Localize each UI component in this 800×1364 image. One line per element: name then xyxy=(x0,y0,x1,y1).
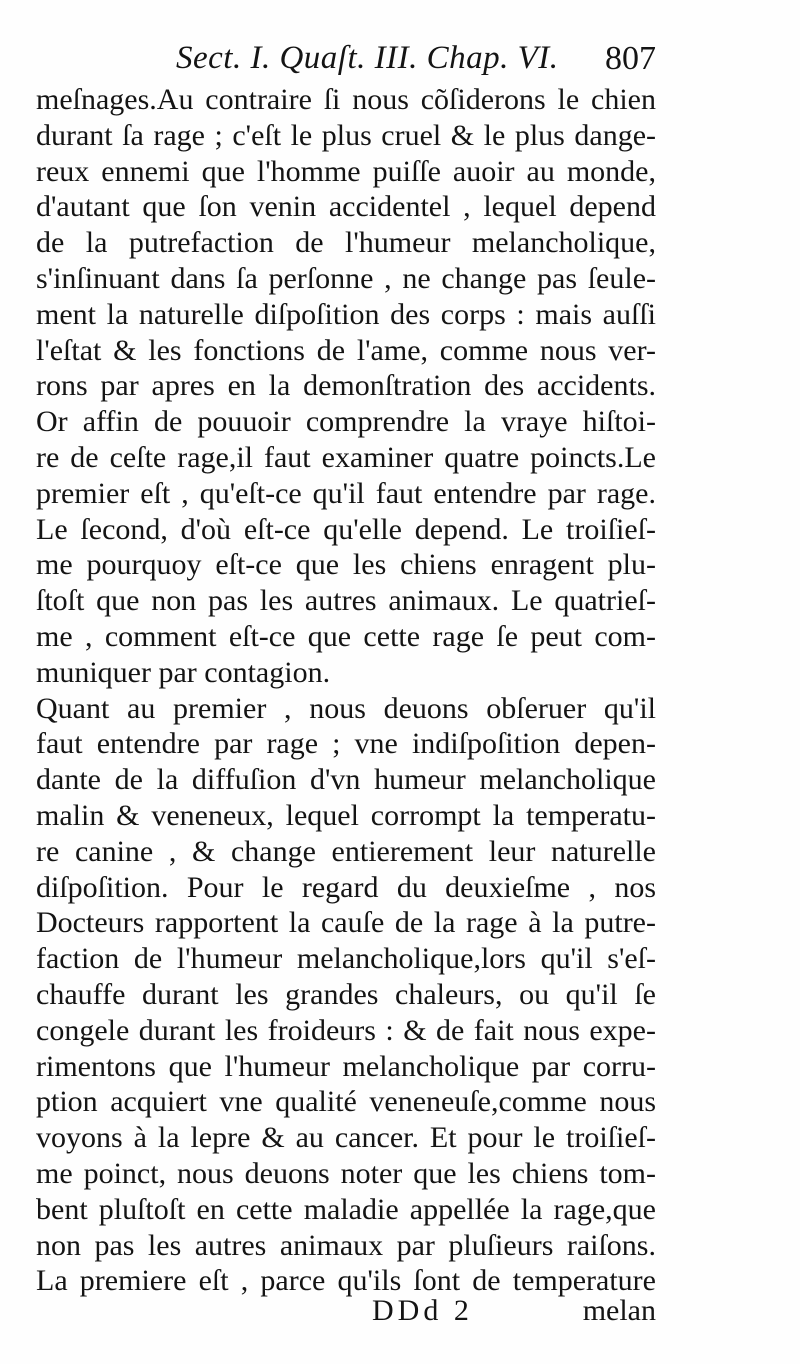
page-number: 807 xyxy=(605,40,656,77)
text-line: me pourquoy eſt-ce que les chiens enragent plu- xyxy=(36,548,656,582)
running-head: Sect. I. Quaſt. III. Chap. VI. xyxy=(176,40,559,76)
catchword: melan xyxy=(582,1294,656,1327)
text-line: diſpoſition. Pour le regard du deuxieſme , nos xyxy=(36,870,656,904)
text-line: d'autant que ſon venin accidentel , lequel depend xyxy=(36,190,656,224)
text-line: La premiere eſt , parce qu'ils ſont de temperature xyxy=(36,1264,656,1298)
text-line: chauffe durant les grandes chaleurs, ou qu'il ſe xyxy=(36,977,656,1011)
text-line: Quant au premier , nous deuons obſeruer qu'il xyxy=(36,691,656,725)
text-line: me , comment eſt-ce que cette rage ſe peut com- xyxy=(36,619,656,653)
text-line: muniquer par contagion. xyxy=(36,655,331,689)
text-line: Or affin de pouuoir comprendre la vraye hiſtoi- xyxy=(36,405,656,439)
text-line: s'inſinuant dans ſa perſonne , ne change pas ſeule- xyxy=(36,261,656,295)
signature-mark: DDd 2 xyxy=(372,1294,473,1327)
text-line: re canine , & change entierement leur naturelle xyxy=(36,834,656,868)
text-line: reux ennemi que l'homme puiſſe auoir au monde, xyxy=(36,154,656,188)
text-line: meſnages.Au contraire ſi nous cõſiderons le chien xyxy=(36,83,656,116)
text-line: faut entendre par rage ; vne indiſpoſition depen- xyxy=(36,727,656,761)
text-line: ſtoſt que non pas les autres animaux. Le quatrieſ- xyxy=(36,584,656,618)
text-line: faction de l'humeur melancholique,lors qu'il s'eſ- xyxy=(36,942,656,976)
text-line: malin & veneneux, lequel corrompt la temperatu- xyxy=(36,798,656,832)
text-line: re de ceſte rage,il faut examiner quatre poincts.Le xyxy=(36,440,656,474)
text-line: ment la naturelle diſpoſition des corps : mais auſſi xyxy=(36,297,656,331)
page-header xyxy=(36,40,656,88)
text-line: me poinct, nous deuons noter que les chiens tom- xyxy=(36,1156,656,1190)
text-line: rimentons que l'humeur melancholique par corru- xyxy=(36,1049,656,1083)
page-footer xyxy=(36,1294,656,1334)
text-line: non pas les autres animaux par pluſieurs raiſons. xyxy=(36,1228,656,1262)
body-text xyxy=(36,82,656,1299)
text-line: rons par apres en la demonſtration des accidents. xyxy=(36,369,656,403)
text-line: Docteurs rapportent la cauſe de la rage à la putre- xyxy=(36,906,656,940)
text-line: voyons à la lepre & au cancer. Et pour le troiſieſ- xyxy=(36,1121,656,1155)
text-line: de la putrefaction de l'humeur melancholique, xyxy=(36,226,656,260)
text-line: durant ſa rage ; c'eſt le plus cruel & le plus dange- xyxy=(36,118,656,152)
text-line: ption acquiert vne qualité veneneuſe,comme nous xyxy=(36,1085,656,1119)
text-line: dante de la diffuſion d'vn humeur melancholique xyxy=(36,763,656,797)
text-line: premier eſt , qu'eſt-ce qu'il faut entendre par rage. xyxy=(36,476,656,510)
text-line: congele durant les froideurs : & de fait nous expe- xyxy=(36,1013,656,1047)
text-line: bent pluſtoſt en cette maladie appellée la rage,que xyxy=(36,1192,656,1226)
text-line: Le ſecond, d'où eſt-ce qu'elle depend. Le troiſieſ- xyxy=(36,512,656,546)
text-line: l'eſtat & les fonctions de l'ame, comme nous ver- xyxy=(36,333,656,367)
